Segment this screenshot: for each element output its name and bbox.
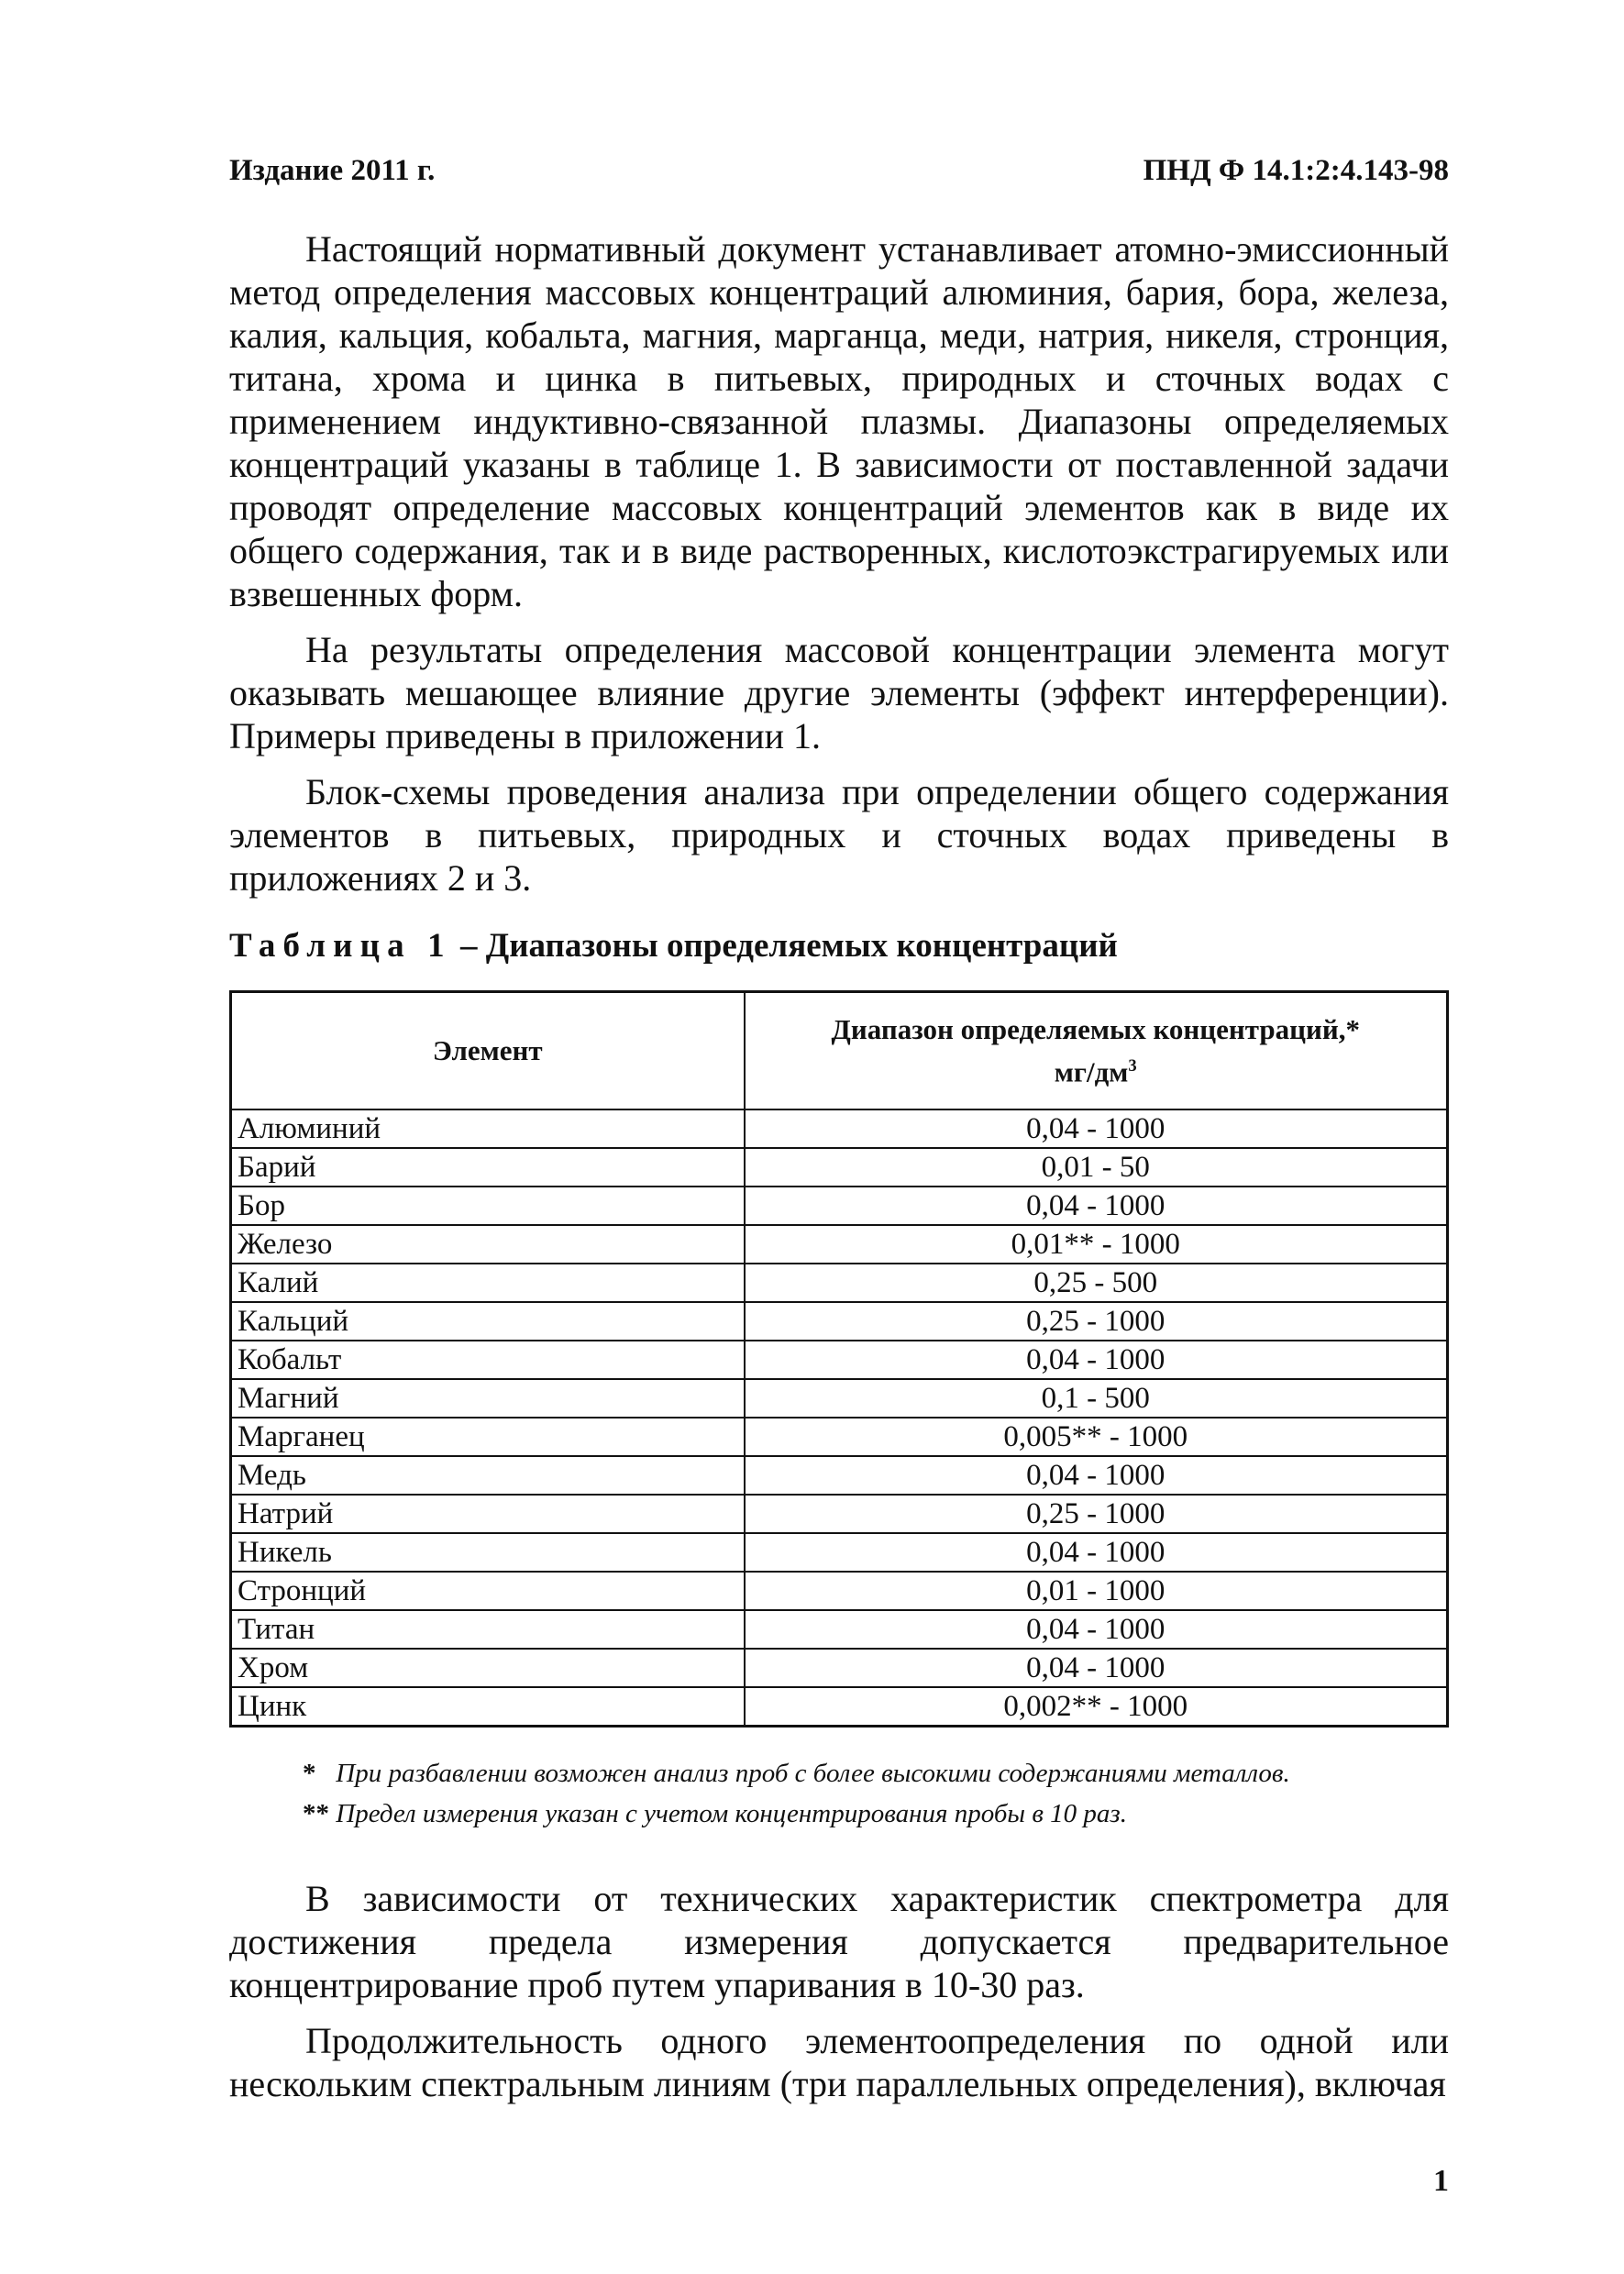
table-row <box>231 1187 1448 1225</box>
range-cell: 0,25 - 1000 <box>745 1495 1448 1533</box>
table-row <box>231 1687 1448 1727</box>
table-row <box>231 1341 1448 1379</box>
table-row <box>231 1379 1448 1418</box>
range-cell: 0,01 - 50 <box>745 1148 1448 1187</box>
range-cell: 0,04 - 1000 <box>745 1187 1448 1225</box>
element-cell: Никель <box>231 1533 745 1572</box>
footnote-text: При разбавлении возможен анализ проб с более высокими содержаниями металлов. <box>336 1759 1290 1788</box>
concentration-table <box>229 990 1449 1728</box>
paragraph: Настоящий нормативный документ устанавливает атомно-эмиссионный метод определения массовых концентраций алюминия, бария, бора, железа, калия, кальция, кобальта, магния, марганца, меди, натрия, никеля, стронция, титана, хрома и цинка в питьевых, природных и сточных водах с применением индуктивно-связанной плазмы. Диапазоны определяемых концентраций указаны в таблице 1. В зависимости от поставленной задачи проводят определение массовых концентраций элементов как в виде их общего содержания, так и в виде растворенных, кислотоэкстрагируемых или взвешенных форм. <box>229 228 1449 614</box>
table-caption <box>229 926 1118 966</box>
edition-label: Издание 2011 г. <box>229 154 436 187</box>
range-cell: 0,005** - 1000 <box>745 1418 1448 1456</box>
footnote-mark: ** <box>303 1799 329 1828</box>
footnote-mark: * <box>303 1759 316 1788</box>
range-cell: 0,1 - 500 <box>745 1379 1448 1418</box>
closing-text <box>229 1877 1449 2118</box>
table-row <box>231 1264 1448 1302</box>
table-header-row <box>231 992 1448 1110</box>
element-cell: Марганец <box>231 1418 745 1456</box>
element-cell: Алюминий <box>231 1109 745 1148</box>
range-cell: 0,04 - 1000 <box>745 1109 1448 1148</box>
table-row <box>231 1610 1448 1649</box>
element-cell: Калий <box>231 1264 745 1302</box>
element-cell: Медь <box>231 1456 745 1495</box>
range-cell: 0,002** - 1000 <box>745 1687 1448 1727</box>
element-cell: Бор <box>231 1187 745 1225</box>
table-row <box>231 1456 1448 1495</box>
range-cell: 0,25 - 500 <box>745 1264 1448 1302</box>
footnote <box>229 1794 1449 1834</box>
page-number: 1 <box>1433 2164 1449 2198</box>
column-header-range <box>745 992 1448 1110</box>
table-footnotes <box>229 1753 1449 1834</box>
paragraph: Продолжительность одного элементоопределения по одной или нескольким спектральным линиям (три параллельных определения), включая <box>229 2020 1449 2104</box>
paragraph: На результаты определения массовой концентрации элемента могут оказывать мешающее влияние другие элементы (эффект интерференции). Примеры приведены в приложении 1. <box>229 629 1449 756</box>
table-caption-title: – Диапазоны определяемых концентраций <box>460 927 1118 965</box>
element-cell: Стронций <box>231 1572 745 1610</box>
table-caption-label: Таблица 1 <box>229 927 452 965</box>
table-row <box>231 1225 1448 1264</box>
table-row <box>231 1533 1448 1572</box>
table-row <box>231 1572 1448 1610</box>
element-cell: Кальций <box>231 1302 745 1341</box>
footnote <box>229 1753 1449 1794</box>
element-cell: Барий <box>231 1148 745 1187</box>
element-cell: Цинк <box>231 1687 745 1727</box>
range-cell: 0,04 - 1000 <box>745 1533 1448 1572</box>
document-code: ПНД Ф 14.1:2:4.143-98 <box>1143 154 1449 187</box>
range-cell: 0,04 - 1000 <box>745 1456 1448 1495</box>
element-cell: Хром <box>231 1649 745 1687</box>
column-header-range-unit: мг/дм <box>1054 1055 1129 1088</box>
range-cell: 0,04 - 1000 <box>745 1341 1448 1379</box>
element-cell: Кобальт <box>231 1341 745 1379</box>
range-cell: 0,25 - 1000 <box>745 1302 1448 1341</box>
paragraph: Блок-схемы проведения анализа при определении общего содержания элементов в питьевых, природных и сточных водах приведены в приложениях 2 и 3. <box>229 771 1449 899</box>
footnote-text: Предел измерения указан с учетом концентрирования пробы в 10 раз. <box>336 1799 1127 1828</box>
document-page <box>229 0 1449 2274</box>
page-header <box>229 154 1449 194</box>
paragraph: В зависимости от технических характеристик спектрометра для достижения предела измерения допускается предварительное концентрирование проб путем упаривания в 10-30 раз. <box>229 1878 1449 2005</box>
table-row <box>231 1495 1448 1533</box>
table-row <box>231 1418 1448 1456</box>
table-row <box>231 1109 1448 1148</box>
range-cell: 0,04 - 1000 <box>745 1610 1448 1649</box>
unit-superscript: 3 <box>1128 1055 1137 1076</box>
range-cell: 0,01 - 1000 <box>745 1572 1448 1610</box>
column-header-element: Элемент <box>231 992 745 1110</box>
table-row <box>231 1649 1448 1687</box>
range-cell: 0,01** - 1000 <box>745 1225 1448 1264</box>
element-cell: Железо <box>231 1225 745 1264</box>
element-cell: Титан <box>231 1610 745 1649</box>
table-row <box>231 1302 1448 1341</box>
table-row <box>231 1148 1448 1187</box>
column-header-range-label: Диапазон определяемых концентраций,* <box>831 1012 1360 1045</box>
element-cell: Магний <box>231 1379 745 1418</box>
intro-text <box>229 227 1449 912</box>
element-cell: Натрий <box>231 1495 745 1533</box>
range-cell: 0,04 - 1000 <box>745 1649 1448 1687</box>
